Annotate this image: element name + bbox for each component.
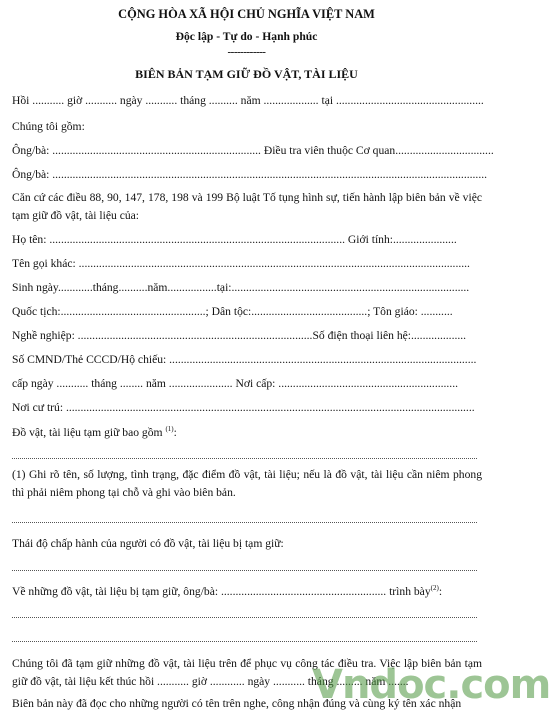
fullname-line: Họ tên: ...................................................................................................... Giới tính:......................: [12, 233, 457, 246]
blank-line: [12, 570, 477, 571]
legal-basis-paragraph: Căn cứ các điều 88, 90, 147, 178, 198 và 199 Bộ luật Tố tụng hình sự, tiến hành lập biên bản về việc tạm giữ đồ vật, tài liệu của:: [12, 191, 482, 222]
officer-line-1: Ông/bà: ........................................................................ Điều tra viên thuộc Cơ quan..................................: [12, 144, 494, 157]
confirmation-line: Biên bản này đã đọc cho những người có tên trên nghe, công nhận đúng và cùng ký tên xác nhận: [12, 697, 462, 710]
job-line: Nghề nghiệp: .................................................................................Số điện thoại liên hệ:...................: [12, 329, 467, 342]
conclusion-paragraph: Chúng tôi đã tạm giữ những đồ vật, tài liệu trên để phục vụ công tác điều tra. Việc lập biên bản tạm giữ đồ vật, tài liệu kết thúc hồi ........... giờ ............ ngày ........... tháng ......... năm .......: [12, 657, 482, 688]
statement-line: Về những đồ vật, tài liệu bị tạm giữ, ông/bà: ......................................................... trình bày$^{(2)}$:: [12, 584, 443, 598]
blank-line: [12, 458, 477, 459]
seized-items-label: Đồ vật, tài liệu tạm giữ bao gồm $^{(1)}$:: [12, 425, 177, 439]
blank-line: [12, 522, 477, 523]
footnote-1-paragraph: (1) Ghi rõ tên, số lượng, tình trạng, đặc điểm đồ vật, tài liệu; nếu là đồ vật, tài liệu cần niêm phong thì phải niêm phong tại chỗ và ghi vào biên bản.: [12, 468, 482, 499]
participants-label: Chúng tôi gồm:: [12, 120, 85, 133]
attitude-label: Thái độ chấp hành của người có đồ vật, tài liệu bị tạm giữ:: [12, 537, 284, 550]
issue-date-line: cấp ngày ........... tháng ........ năm ...................... Nơi cấp: ..............................................................: [12, 377, 459, 390]
residence-line: Nơi cư trú: .............................................................................................................................................: [12, 401, 475, 414]
id-number-line: Số CMND/Thẻ CCCD/Hộ chiếu: ..........................................................................................................: [12, 353, 477, 366]
country-heading: CỘNG HÒA XÃ HỘI CHỦ NGHĨA VIỆT NAM: [118, 7, 375, 21]
motto-heading: Độc lập - Tự do - Hạnh phúc: [175, 30, 318, 43]
header-separator: ------------: [227, 46, 266, 58]
document-title: BIÊN BẢN TẠM GIỮ ĐỒ VẬT, TÀI LIỆU: [135, 67, 358, 81]
blank-line: [12, 617, 477, 618]
time-place-line: Hồi ........... giờ ........... ngày ........... tháng .......... năm ................... tại ...................................................: [12, 94, 484, 107]
nationality-line: Quốc tịch:..................................................; Dân tộc:........................................; Tôn giáo: ...........: [12, 305, 453, 318]
watermark-logo: Vndoc.com: [312, 662, 550, 708]
blank-line: [12, 641, 477, 642]
birth-line: Sinh ngày............tháng..........năm.................tại:..................................................................................: [12, 281, 470, 294]
other-name-line: Tên gọi khác: .......................................................................................................................................: [12, 257, 470, 270]
officer-line-2: Ông/bà: ......................................................................................................................................................: [12, 168, 488, 181]
